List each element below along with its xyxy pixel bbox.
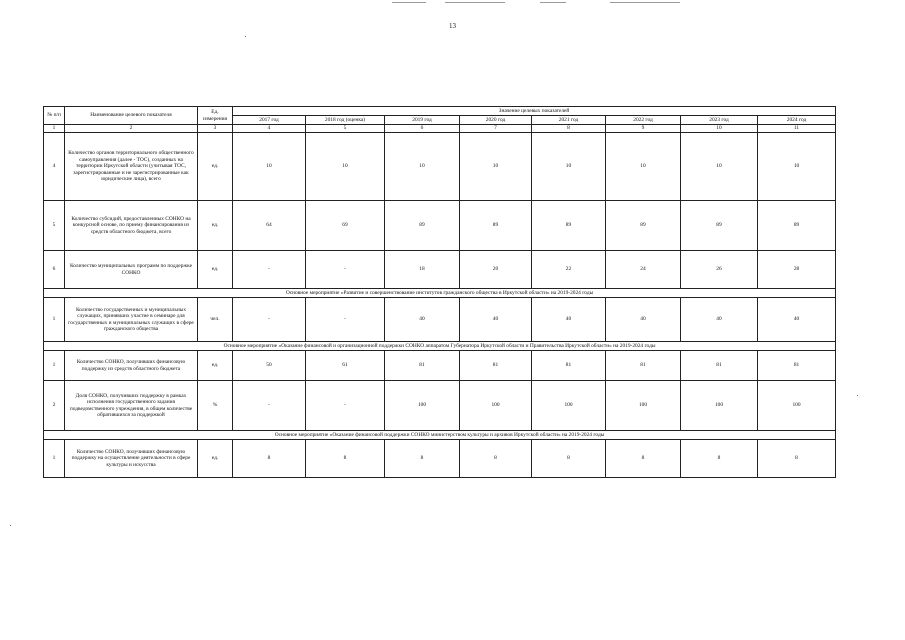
- header-year: 2017 год: [233, 116, 306, 125]
- value-cell: 100: [532, 381, 606, 431]
- indicator-name: Количество СОНКО, получивших финансовую поддержку из средств областного бюджета: [65, 351, 198, 381]
- value-cell: 10: [233, 133, 306, 201]
- value-cell: 69: [306, 201, 385, 251]
- value-cell: 40: [532, 298, 606, 342]
- section-title: Основное мероприятие «Оказание финансовой и организационной поддержки СОНКО аппаратом Губернатора Иркутской области и Правительства Иркутской области» на 2019-2024 годы: [44, 342, 836, 351]
- value-cell: 81: [681, 351, 758, 381]
- row-number: 6: [44, 251, 65, 289]
- value-cell: 81: [758, 351, 836, 381]
- value-cell: 81: [532, 351, 606, 381]
- value-cell: -: [306, 298, 385, 342]
- scan-artifact: [540, 2, 566, 3]
- header-year: 2023 год: [681, 116, 758, 125]
- page-number: 13: [449, 22, 456, 30]
- header-row-1: [44, 107, 836, 116]
- section-heading-row: [44, 342, 836, 351]
- indicator-name: Количество органов территориального общественного самоуправления (далее - ТОС), созданных на территории Иркутской области (учитывая ТОС, зарегистрированные и не зарегистрированные как юридические лица), всего: [65, 133, 198, 201]
- value-cell: 81: [606, 351, 681, 381]
- value-cell: 26: [681, 251, 758, 289]
- scan-artifact: [610, 2, 680, 3]
- value-cell: 89: [385, 201, 460, 251]
- header-unit: Ед. измерения: [198, 107, 233, 125]
- column-number: 8: [532, 125, 606, 133]
- value-cell: 89: [606, 201, 681, 251]
- value-cell: 22: [532, 251, 606, 289]
- value-cell: 100: [606, 381, 681, 431]
- value-cell: 24: [606, 251, 681, 289]
- section-heading-row: [44, 431, 836, 440]
- value-cell: 100: [681, 381, 758, 431]
- table-row: [44, 298, 836, 342]
- value-cell: 89: [681, 201, 758, 251]
- table-row: [44, 251, 836, 289]
- value-cell: 10: [681, 133, 758, 201]
- table-row: [44, 440, 836, 478]
- value-cell: 89: [758, 201, 836, 251]
- value-cell: 20: [460, 251, 532, 289]
- scan-dot: [10, 525, 11, 526]
- column-number: 11: [758, 125, 836, 133]
- header-name: Наименование целевого показателя: [65, 107, 198, 125]
- value-cell: 50: [233, 351, 306, 381]
- value-cell: 40: [606, 298, 681, 342]
- header-year: 2019 год: [385, 116, 460, 125]
- table-row: [44, 201, 836, 251]
- column-number: 4: [233, 125, 306, 133]
- value-cell: 10: [532, 133, 606, 201]
- row-number: 4: [44, 133, 65, 201]
- column-number: 2: [65, 125, 198, 133]
- value-cell: -: [233, 298, 306, 342]
- value-cell: 10: [758, 133, 836, 201]
- value-cell: 100: [385, 381, 460, 431]
- value-cell: 8: [460, 440, 532, 478]
- value-cell: 8: [233, 440, 306, 478]
- value-cell: 89: [460, 201, 532, 251]
- column-number: 7: [460, 125, 532, 133]
- value-cell: -: [233, 381, 306, 431]
- value-cell: 10: [460, 133, 532, 201]
- value-cell: 40: [385, 298, 460, 342]
- value-cell: 8: [606, 440, 681, 478]
- value-cell: 64: [233, 201, 306, 251]
- column-number: 3: [198, 125, 233, 133]
- value-cell: 40: [758, 298, 836, 342]
- value-cell: 100: [758, 381, 836, 431]
- column-number: 5: [306, 125, 385, 133]
- indicator-unit: ед.: [198, 133, 233, 201]
- scan-artifact: [445, 2, 505, 3]
- value-cell: -: [306, 381, 385, 431]
- value-cell: 8: [681, 440, 758, 478]
- row-number: 1: [44, 351, 65, 381]
- value-cell: 8: [758, 440, 836, 478]
- value-cell: 28: [758, 251, 836, 289]
- indicator-unit: %: [198, 381, 233, 431]
- indicator-unit: ед.: [198, 440, 233, 478]
- value-cell: 100: [460, 381, 532, 431]
- indicators-table: [43, 106, 836, 478]
- value-cell: 8: [306, 440, 385, 478]
- header-year: 2022 год: [606, 116, 681, 125]
- indicator-unit: ед.: [198, 351, 233, 381]
- indicator-name: Количество субсидий, предоставленных СОНКО на конкурсной основе, по приему финансирования из средств областного бюджета, всего: [65, 201, 198, 251]
- indicator-unit: чел.: [198, 298, 233, 342]
- value-cell: 10: [306, 133, 385, 201]
- scan-dot: [857, 395, 858, 396]
- section-title: Основное мероприятие «Оказание финансовой поддержки СОНКО министерством культуры и архивов Иркутской области» на 2019-2024 годы: [44, 431, 836, 440]
- indicator-name: Количество СОНКО, получивших финансовую поддержку на осуществление деятельности в сфере культуры и искусства: [65, 440, 198, 478]
- column-numbers-row: [44, 125, 836, 133]
- value-cell: 40: [681, 298, 758, 342]
- section-title: Основное мероприятие «Развитие и совершенствование институтов гражданского общества в Иркутской области» на 2019-2024 годы: [44, 289, 836, 298]
- value-cell: 81: [460, 351, 532, 381]
- row-number: 1: [44, 298, 65, 342]
- value-cell: -: [233, 251, 306, 289]
- indicator-name: Количество государственных и муниципальных служащих, принявших участие в семинаре для государственных и муниципальных служащих в сфере гражданского общества: [65, 298, 198, 342]
- scan-artifact: [392, 2, 426, 3]
- indicator-unit: ед.: [198, 201, 233, 251]
- header-num: № п/п: [44, 107, 65, 125]
- row-number: 1: [44, 440, 65, 478]
- value-cell: 18: [385, 251, 460, 289]
- row-number: 2: [44, 381, 65, 431]
- indicator-name: Количество муниципальных программ по поддержке СОНКО: [65, 251, 198, 289]
- column-number: 10: [681, 125, 758, 133]
- indicator-unit: ед.: [198, 251, 233, 289]
- column-number: 1: [44, 125, 65, 133]
- section-heading-row: [44, 289, 836, 298]
- value-cell: 8: [385, 440, 460, 478]
- scan-dot: [245, 36, 246, 37]
- value-cell: -: [306, 251, 385, 289]
- table-row: [44, 133, 836, 201]
- header-year: 2021 год: [532, 116, 606, 125]
- header-year: 2020 год: [460, 116, 532, 125]
- column-number: 9: [606, 125, 681, 133]
- column-number: 6: [385, 125, 460, 133]
- header-values-group: Значение целевых показателей: [233, 107, 836, 116]
- value-cell: 81: [385, 351, 460, 381]
- value-cell: 89: [532, 201, 606, 251]
- table-row: [44, 351, 836, 381]
- value-cell: 8: [532, 440, 606, 478]
- header-year: 2024 год: [758, 116, 836, 125]
- value-cell: 61: [306, 351, 385, 381]
- indicator-name: Доля СОНКО, получивших поддержку в рамках исполнения государственного задания подведомственного учреждения, в общем количестве обратившихся за поддержкой: [65, 381, 198, 431]
- value-cell: 10: [385, 133, 460, 201]
- value-cell: 40: [460, 298, 532, 342]
- row-number: 5: [44, 201, 65, 251]
- header-year: 2018 год (оценка): [306, 116, 385, 125]
- value-cell: 10: [606, 133, 681, 201]
- table-row: [44, 381, 836, 431]
